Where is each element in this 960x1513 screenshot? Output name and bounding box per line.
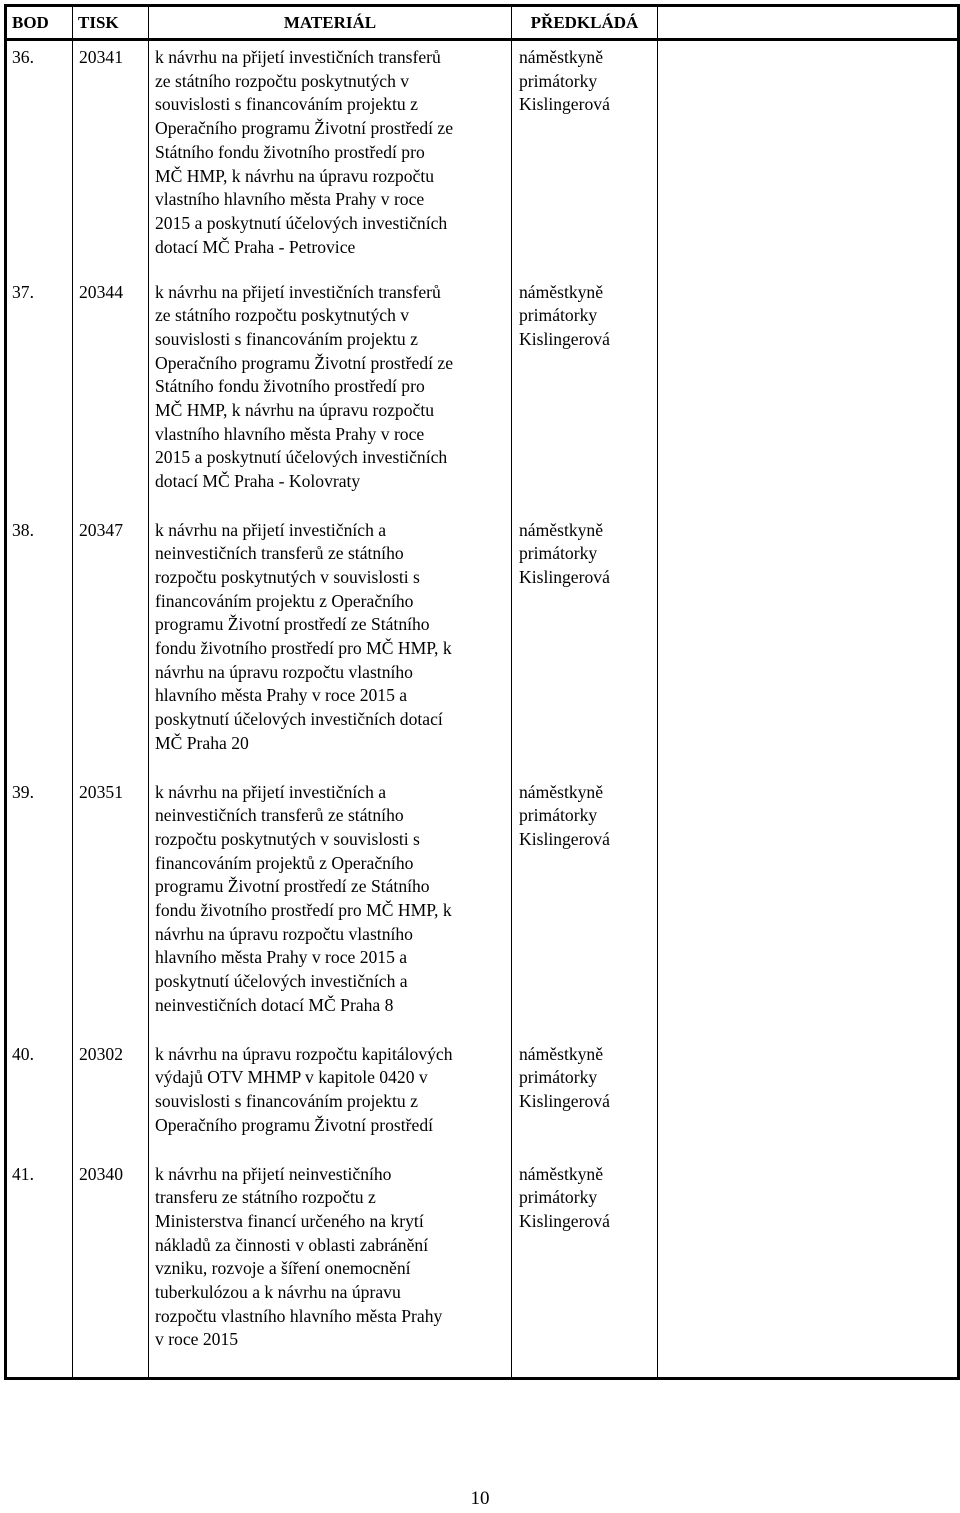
header-row (6, 6, 959, 40)
material-line: výdajů OTV MHMP v kapitole 0420 v (155, 1067, 428, 1088)
material-line: financováním projektu z Operačního (155, 590, 414, 611)
row-tisk (73, 777, 149, 1039)
row-empty (658, 1159, 959, 1379)
material-line: souvislosti s financováním projektu z (155, 328, 418, 349)
row-empty (658, 277, 959, 515)
material-line: neinvestičních dotací MČ Praha 8 (155, 994, 394, 1015)
row-predklada (512, 777, 658, 1039)
row-predklada (512, 277, 658, 515)
material-line: 2015 a poskytnutí účelových investičních (155, 212, 448, 233)
row-bod (6, 277, 73, 515)
predklada-line: Kislingerová (519, 94, 610, 115)
material-line: Operačního programu Životní prostředí ze (155, 118, 454, 139)
row-material (149, 777, 512, 1039)
material-line: dotací MČ Praha - Kolovraty (155, 471, 361, 492)
material-line: fondu životního prostředí pro MČ HMP, k (155, 638, 452, 659)
row-material (149, 40, 512, 277)
header-empty (658, 6, 959, 40)
row-predklada (512, 1039, 658, 1159)
material-line: návrhu na úpravu rozpočtu vlastního (155, 661, 413, 682)
predklada-line: náměstkyně (519, 47, 604, 67)
material-line: k návrhu na přijetí neinvestičního (155, 1163, 392, 1184)
material-line: tuberkulózou a k návrhu na úpravu (155, 1282, 401, 1303)
material-line: k návrhu na úpravu rozpočtu kapitálových (155, 1043, 453, 1064)
agenda-row (6, 1039, 959, 1159)
predklada-line: primátorky (519, 1187, 598, 1208)
predklada-line: Kislingerová (519, 1090, 610, 1111)
predklada-line: náměstkyně (519, 519, 604, 540)
material-line: vlastního hlavního města Prahy v roce (155, 423, 425, 444)
predklada-line: primátorky (519, 305, 598, 326)
predklada-line: náměstkyně (519, 1163, 604, 1184)
row-predklada (512, 515, 658, 777)
material-line: Ministerstva financí určeného na krytí (155, 1210, 424, 1231)
predklada-line: Kislingerová (519, 828, 610, 849)
row-material (149, 277, 512, 515)
material-line: k návrhu na přijetí investičních a (155, 519, 387, 540)
material-line: rozpočtu poskytnutých v souvislosti s (155, 828, 420, 849)
bod-number: 37. (12, 281, 34, 302)
material-line: k návrhu na přijetí investičních transferů (155, 47, 441, 67)
page-number: 10 (470, 1488, 490, 1509)
predklada-line: náměstkyně (519, 281, 604, 302)
material-line: nákladů za činnosti v oblasti zabránění (155, 1234, 429, 1255)
material-line: transferu ze státního rozpočtu z (155, 1187, 376, 1208)
agenda-row (6, 515, 959, 777)
agenda-row (6, 40, 959, 277)
row-empty (658, 40, 959, 277)
material-line: Státního fondu životního prostředí pro (155, 376, 425, 397)
tisk-number: 20340 (79, 1163, 123, 1184)
header-bod: BOD (6, 6, 73, 40)
row-material (149, 1159, 512, 1379)
row-tisk (73, 277, 149, 515)
material-line: poskytnutí účelových investičních a (155, 971, 408, 992)
material-line: MČ HMP, k návrhu na úpravu rozpočtu (155, 165, 435, 186)
row-bod (6, 1039, 73, 1159)
bod-number: 36. (12, 47, 34, 67)
bod-number: 41. (12, 1163, 34, 1184)
predklada-line: primátorky (519, 1067, 598, 1088)
material-line: rozpočtu poskytnutých v souvislosti s (155, 566, 420, 587)
predklada-line: Kislingerová (519, 1210, 610, 1231)
row-predklada (512, 40, 658, 277)
tisk-number: 20341 (79, 47, 123, 67)
material-line: hlavního města Prahy v roce 2015 a (155, 947, 408, 968)
tisk-number: 20302 (79, 1043, 123, 1064)
row-material (149, 515, 512, 777)
material-line: Operačního programu Životní prostředí ze (155, 352, 454, 373)
row-material (149, 1039, 512, 1159)
material-line: poskytnutí účelových investičních dotací (155, 709, 443, 730)
header-tisk: TISK (73, 6, 149, 40)
row-bod (6, 40, 73, 277)
predklada-line: Kislingerová (519, 566, 610, 587)
row-predklada (512, 1159, 658, 1379)
predklada-line: primátorky (519, 543, 598, 564)
material-line: fondu životního prostředí pro MČ HMP, k (155, 900, 452, 921)
header-predklada: PŘEDKLÁDÁ (512, 6, 658, 40)
predklada-line: Kislingerová (519, 328, 610, 349)
agenda-row (6, 1159, 959, 1379)
row-empty (658, 777, 959, 1039)
agenda-table (4, 4, 960, 1380)
tisk-number: 20351 (79, 781, 123, 802)
material-line: financováním projektů z Operačního (155, 852, 414, 873)
material-line: programu Životní prostředí ze Státního (155, 876, 430, 897)
predklada-line: náměstkyně (519, 1043, 604, 1064)
material-line: vlastního hlavního města Prahy v roce (155, 189, 425, 210)
row-bod (6, 515, 73, 777)
material-line: MČ Praha 20 (155, 732, 249, 753)
material-line: souvislosti s financováním projektu z (155, 94, 418, 115)
material-line: MČ HMP, k návrhu na úpravu rozpočtu (155, 400, 435, 421)
material-line: Operačního programu Životní prostředí (155, 1114, 434, 1135)
material-line: dotací MČ Praha - Petrovice (155, 236, 356, 257)
row-tisk (73, 515, 149, 777)
agenda-row (6, 277, 959, 515)
bod-number: 38. (12, 519, 34, 540)
material-line: k návrhu na přijetí investičních transferů (155, 281, 441, 302)
material-line: v roce 2015 (155, 1329, 239, 1350)
header-material: MATERIÁL (149, 6, 512, 40)
material-line: souvislosti s financováním projektu z (155, 1090, 418, 1111)
material-line: hlavního města Prahy v roce 2015 a (155, 685, 408, 706)
material-line: rozpočtu vlastního hlavního města Prahy (155, 1305, 443, 1326)
row-tisk (73, 1159, 149, 1379)
row-empty (658, 1039, 959, 1159)
material-line: k návrhu na přijetí investičních a (155, 781, 387, 802)
material-line: ze státního rozpočtu poskytnutých v (155, 70, 410, 91)
material-line: neinvestičních transferů ze státního (155, 543, 404, 564)
tisk-number: 20347 (79, 519, 123, 540)
material-line: programu Životní prostředí ze Státního (155, 614, 430, 635)
row-bod (6, 777, 73, 1039)
material-line: vzniku, rozvoje a šíření onemocnění (155, 1258, 411, 1279)
predklada-line: primátorky (519, 70, 598, 91)
row-bod (6, 1159, 73, 1379)
agenda-body (6, 40, 959, 1379)
bod-number: 39. (12, 781, 34, 802)
material-line: neinvestičních transferů ze státního (155, 805, 404, 826)
row-tisk (73, 1039, 149, 1159)
predklada-line: primátorky (519, 805, 598, 826)
bod-number: 40. (12, 1043, 34, 1064)
predklada-line: náměstkyně (519, 781, 604, 802)
material-line: 2015 a poskytnutí účelových investičních (155, 447, 448, 468)
material-line: návrhu na úpravu rozpočtu vlastního (155, 923, 413, 944)
material-line: Státního fondu životního prostředí pro (155, 141, 425, 162)
row-tisk (73, 40, 149, 277)
material-line: ze státního rozpočtu poskytnutých v (155, 305, 410, 326)
row-empty (658, 515, 959, 777)
agenda-row (6, 777, 959, 1039)
tisk-number: 20344 (79, 281, 123, 302)
